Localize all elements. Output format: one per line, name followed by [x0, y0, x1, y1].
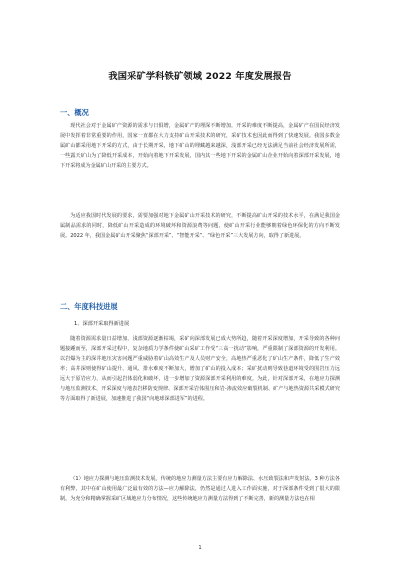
section-heading-progress: 二、年度科技进展 — [60, 302, 118, 311]
progress-paragraph-1: 随着资源需求量日益增加，浅部资源逐渐枯竭，采矿向深部发展已成大势所趋，随着开采深度增加，开采导致的各种问题接踵而至，深部开采过程中，复杂地质力学条件使矿山采矿工作受“三高一扰动”影响，严重限制了深部资源的开发利用。以岩爆为主的深井地压灾害问题严重威胁着矿山高效生产及人员财产安全，高地热严重恶化了矿山生产条件，降低了生产效率；高井深则使得矿山提升、通风、排水难度不断加大，增加了矿山的投入成本；采矿扰动则导致巷道环境受的围岩压力远远大于原岩应力，从而引起岩体弱化和破坏，进一步增加了资源深部开采利用的难度。为此，针对深部开采，在地应力探测与地压监测技术、开采深度与地表岩移防变规律、深部开采岩体围压和岩-渗流效应破裂机制、矿产与地热资源共采模式研究等方面取得了新进展，加速推进了我国“向地球深部进军”的进程。 — [60, 336, 340, 403]
page-number: 1 — [198, 545, 202, 551]
overview-paragraph-2: 为适应我国时代发展的要求，需要加强对地下金属矿山开采技术的研究，不断提高矿山开采的技术水平，在满足我国金属制品需求的同时，降低矿山开采造成的环境破坏和资源浪费等问题，使矿山开采行业能够朝着绿色环保化的方向不断发展。2022 年，我国金属矿山开采聚焦“深部开采”、“智能开采”、“绿色开采”三大发展方向，取得了新进展。 — [60, 213, 340, 240]
progress-paragraph-2: （1）地应力探测与地压监测技术发展。传统的地应力测量方法主要有应力解除法、水压致裂法和声发射法。3 种方法各有利弊，其中在矿山使用最广泛最有效的方法—应力解除法，仍然是通过人进入工作面实施，对于深部条件受到了很大的限制。为充分和精确掌握采矿区域地应力分布情况，这些传统地应力测量方法得到了不断完善，新的测量方法也在相 — [60, 476, 340, 503]
document-title: 我国采矿学科铁矿领域 2022 年度发展报告 — [108, 71, 292, 82]
subsection-heading-deep-mining: 1、深部开采取得新进展 — [74, 321, 130, 327]
section-heading-overview: 一、概况 — [60, 108, 89, 117]
overview-paragraph-1: 现代社会对于金属矿产资源的需求与日俱增，金属矿产的埋深不断增加，开采的难度不断提高，金属矿产在国民经济发展中发挥着非常重要的作用，国家一直都在大力支持矿山开采技术的研究，采矿技术也因此而得到了快速发展。我国多数金属矿山都采用地下开采的方式，由于长期开采，地下矿山的埋藏越来越深，浅部开采已经无法满足当前社会经济发展所需，一些露天矿山为了降低开采成本，开始向着地下开采发展，国内其一些地下开采的金属矿山企业开始向着深部开采发展，地下开采将成为金属矿山开采的主要方式。 — [60, 123, 340, 170]
